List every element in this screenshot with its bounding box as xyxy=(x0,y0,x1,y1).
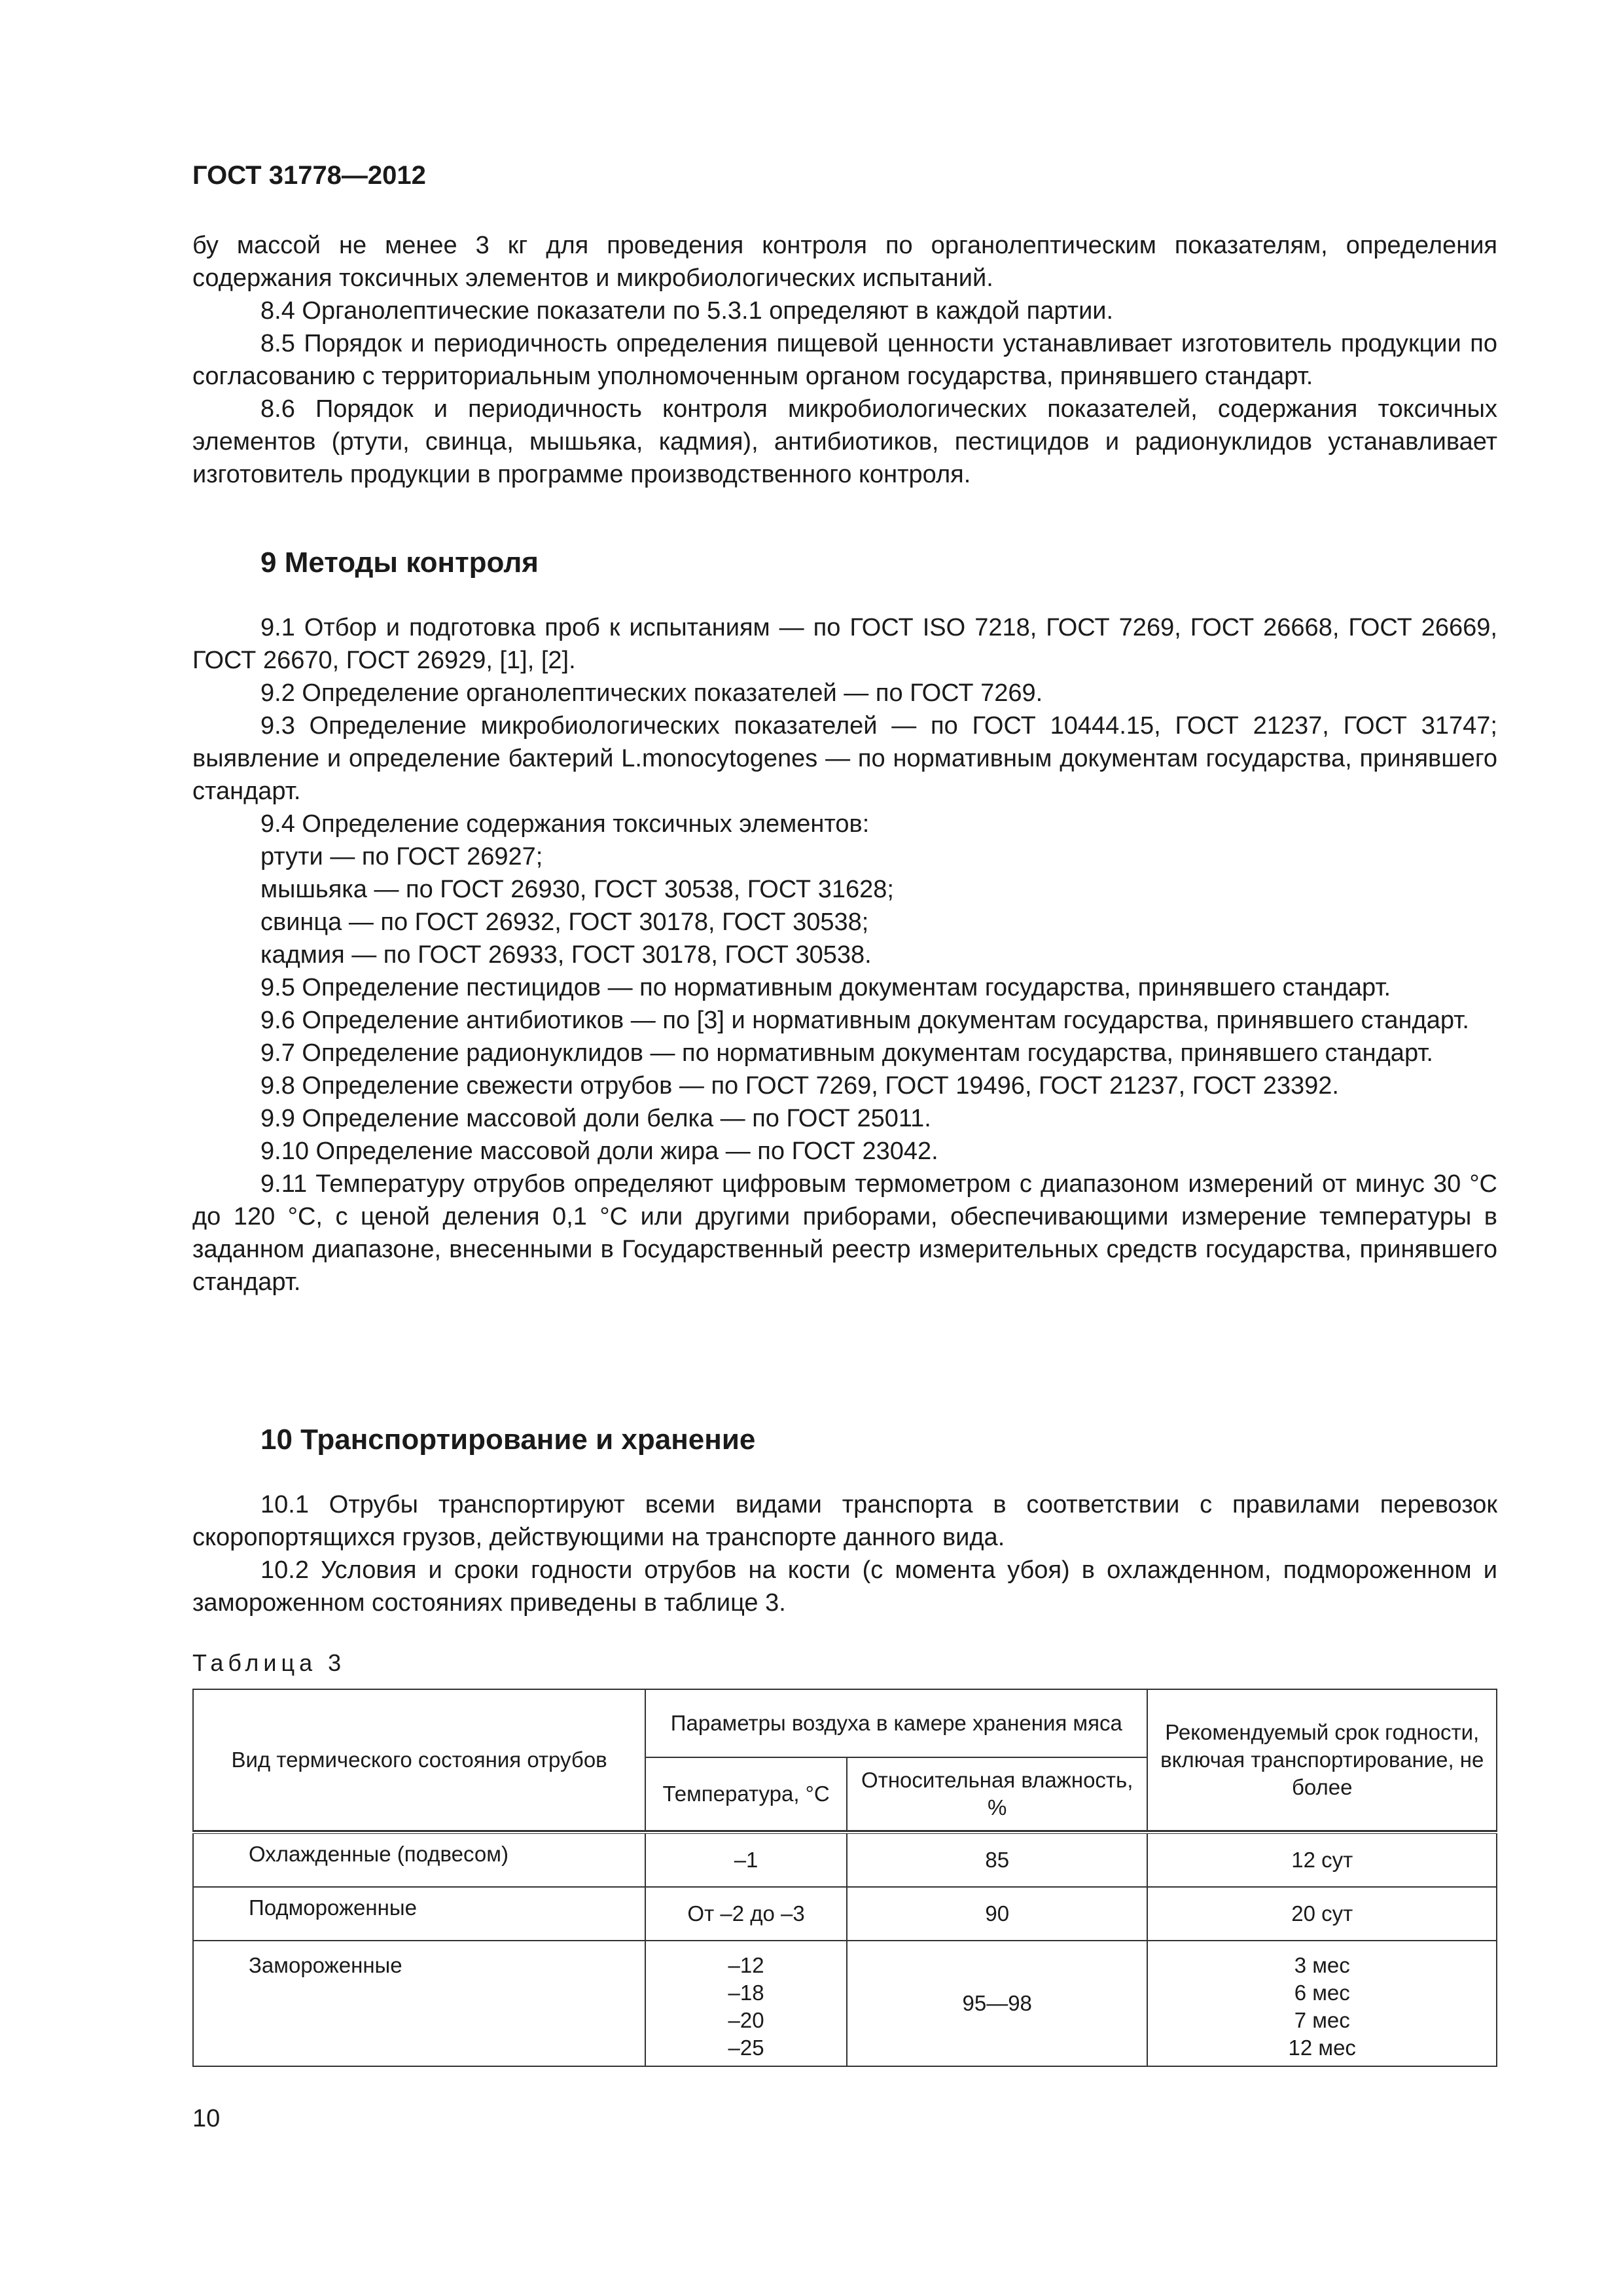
header-temperature: Температура, °С xyxy=(645,1757,847,1831)
section-9-title: 9 Методы контроля xyxy=(260,547,539,579)
paragraph-9-4-cadmium: кадмия — по ГОСТ 26933, ГОСТ 30178, ГОСТ 30538. xyxy=(260,941,872,969)
table-caption: Таблица 3 xyxy=(192,1649,346,1676)
standard-header: ГОСТ 31778—2012 xyxy=(192,161,426,190)
page-number: 10 xyxy=(192,2105,221,2132)
cell-state: Подмороженные xyxy=(193,1887,645,1941)
cell-humidity: 90 xyxy=(847,1887,1148,1941)
paragraph-8-5: 8.5 Порядок и периодичность определения пищевой ценности устанавливает изготовитель продукции по согласованию с территориальным уполномоченным органом государства, принявшего стандарт. xyxy=(192,330,1497,390)
paragraph-8-3-continued: бу массой не менее 3 кг для проведения контроля по органолептическим показателям, определения содержания токсичных элементов и микробиологических испытаний. xyxy=(192,232,1497,292)
cell-temperature-list xyxy=(645,1941,847,2066)
cell-temperature: От –2 до –3 xyxy=(645,1887,847,1941)
table-row xyxy=(193,1941,1497,2066)
paragraph-9-8: 9.8 Определение свежести отрубов — по ГОСТ 7269, ГОСТ 19496, ГОСТ 21237, ГОСТ 23392. xyxy=(260,1072,1339,1100)
paragraph-10-2: 10.2 Условия и сроки годности отрубов на кости (с момента убоя) в охлажденном, подмороженном и замороженном состояниях приведены в таблице 3. xyxy=(192,1556,1497,1617)
section-8-continuation xyxy=(192,229,1497,491)
paragraph-9-7: 9.7 Определение радионуклидов — по нормативным документам государства, принявшего стандарт. xyxy=(260,1039,1433,1067)
paragraph-10-1: 10.1 Отрубы транспортируют всеми видами транспорта в соответствии с правилами перевозок скоропортящихся грузов, действующими на транспорте данного вида. xyxy=(192,1491,1497,1551)
paragraph-8-6: 8.6 Порядок и периодичность контроля микробиологических показателей, содержания токсичных элементов (ртути, свинца, мышьяка, кадмия), антибиотиков, пестицидов и радионуклидов устанавливает изготовитель продукции в программе производственного контроля. xyxy=(192,395,1497,488)
paragraph-9-3: 9.3 Определение микробиологических показателей — по ГОСТ 10444.15, ГОСТ 21237, ГОСТ 31747; выявление и определение бактерий L.monocytogenes — по нормативным документам государства, принявшего стандарт. xyxy=(192,712,1497,805)
cell-shelf-life: 12 сут xyxy=(1147,1833,1497,1887)
shelf-life-value: 6 мес xyxy=(1294,1981,1350,2005)
temperature-value: –12 xyxy=(728,1953,764,1977)
paragraph-9-11: 9.11 Температуру отрубов определяют цифровым термометром с диапазоном измерений от минус 30 °С до 120 °С, с ценой деления 0,1 °С или другими приборами, обеспечивающими измерение температуры в заданном диапазоне, внесенными в Государственный реестр измерительных средств государства, принявшего стандарт. xyxy=(192,1170,1497,1296)
cell-temperature: –1 xyxy=(645,1833,847,1887)
cell-state: Охлажденные (подвесом) xyxy=(193,1833,645,1887)
section-10-title: 10 Транспортирование и хранение xyxy=(260,1424,756,1456)
paragraph-9-2: 9.2 Определение органолептических показателей — по ГОСТ 7269. xyxy=(260,679,1043,707)
paragraph-9-4-lead: свинца — по ГОСТ 26932, ГОСТ 30178, ГОСТ 30538; xyxy=(260,908,869,936)
paragraph-9-10: 9.10 Определение массовой доли жира — по ГОСТ 23042. xyxy=(260,1138,938,1165)
cell-humidity: 95—98 xyxy=(847,1941,1148,2066)
table-row xyxy=(193,1833,1497,1887)
shelf-life-value: 7 мес xyxy=(1294,2008,1350,2032)
temperature-value: –20 xyxy=(728,2008,764,2032)
table-row xyxy=(193,1887,1497,1941)
cell-shelf-life: 20 сут xyxy=(1147,1887,1497,1941)
paragraph-9-5: 9.5 Определение пестицидов — по нормативным документам государства, принявшего стандарт. xyxy=(260,974,1391,1001)
cell-state: Замороженные xyxy=(193,1941,645,2066)
paragraph-9-4-mercury: ртути — по ГОСТ 26927; xyxy=(260,843,543,870)
header-air-params: Параметры воздуха в камере хранения мяса xyxy=(645,1689,1147,1757)
header-shelf-life: Рекомендуемый срок годности, включая транспортирование, не более xyxy=(1147,1689,1497,1831)
paragraph-8-4: 8.4 Органолептические показатели по 5.3.1 определяют в каждой партии. xyxy=(260,297,1114,325)
cell-shelf-life-list xyxy=(1147,1941,1497,2066)
storage-conditions-table xyxy=(192,1689,1497,2067)
shelf-life-value: 12 мес xyxy=(1288,2036,1356,2060)
paragraph-9-4-arsenic: мышьяка — по ГОСТ 26930, ГОСТ 30538, ГОСТ 31628; xyxy=(260,876,894,903)
section-9 xyxy=(192,543,1497,1299)
paragraph-9-9: 9.9 Определение массовой доли белка — по ГОСТ 25011. xyxy=(260,1105,931,1132)
paragraph-9-1: 9.1 Отбор и подготовка проб к испытаниям — по ГОСТ ISO 7218, ГОСТ 7269, ГОСТ 26668, ГОСТ 26669, ГОСТ 26670, ГОСТ 26929, [1], [2]. xyxy=(192,614,1497,674)
section-10 xyxy=(192,1420,1497,1619)
header-humidity: Относительная влажность, % xyxy=(847,1757,1148,1831)
paragraph-9-6: 9.6 Определение антибиотиков — по [3] и нормативным документам государства, принявшего стандарт. xyxy=(260,1007,1469,1034)
temperature-value: –18 xyxy=(728,1981,764,2005)
shelf-life-value: 3 мес xyxy=(1294,1953,1350,1977)
cell-humidity: 85 xyxy=(847,1833,1148,1887)
header-state: Вид термического состояния отрубов xyxy=(193,1689,645,1831)
temperature-value: –25 xyxy=(728,2036,764,2060)
paragraph-9-4: 9.4 Определение содержания токсичных элементов: xyxy=(260,810,870,838)
